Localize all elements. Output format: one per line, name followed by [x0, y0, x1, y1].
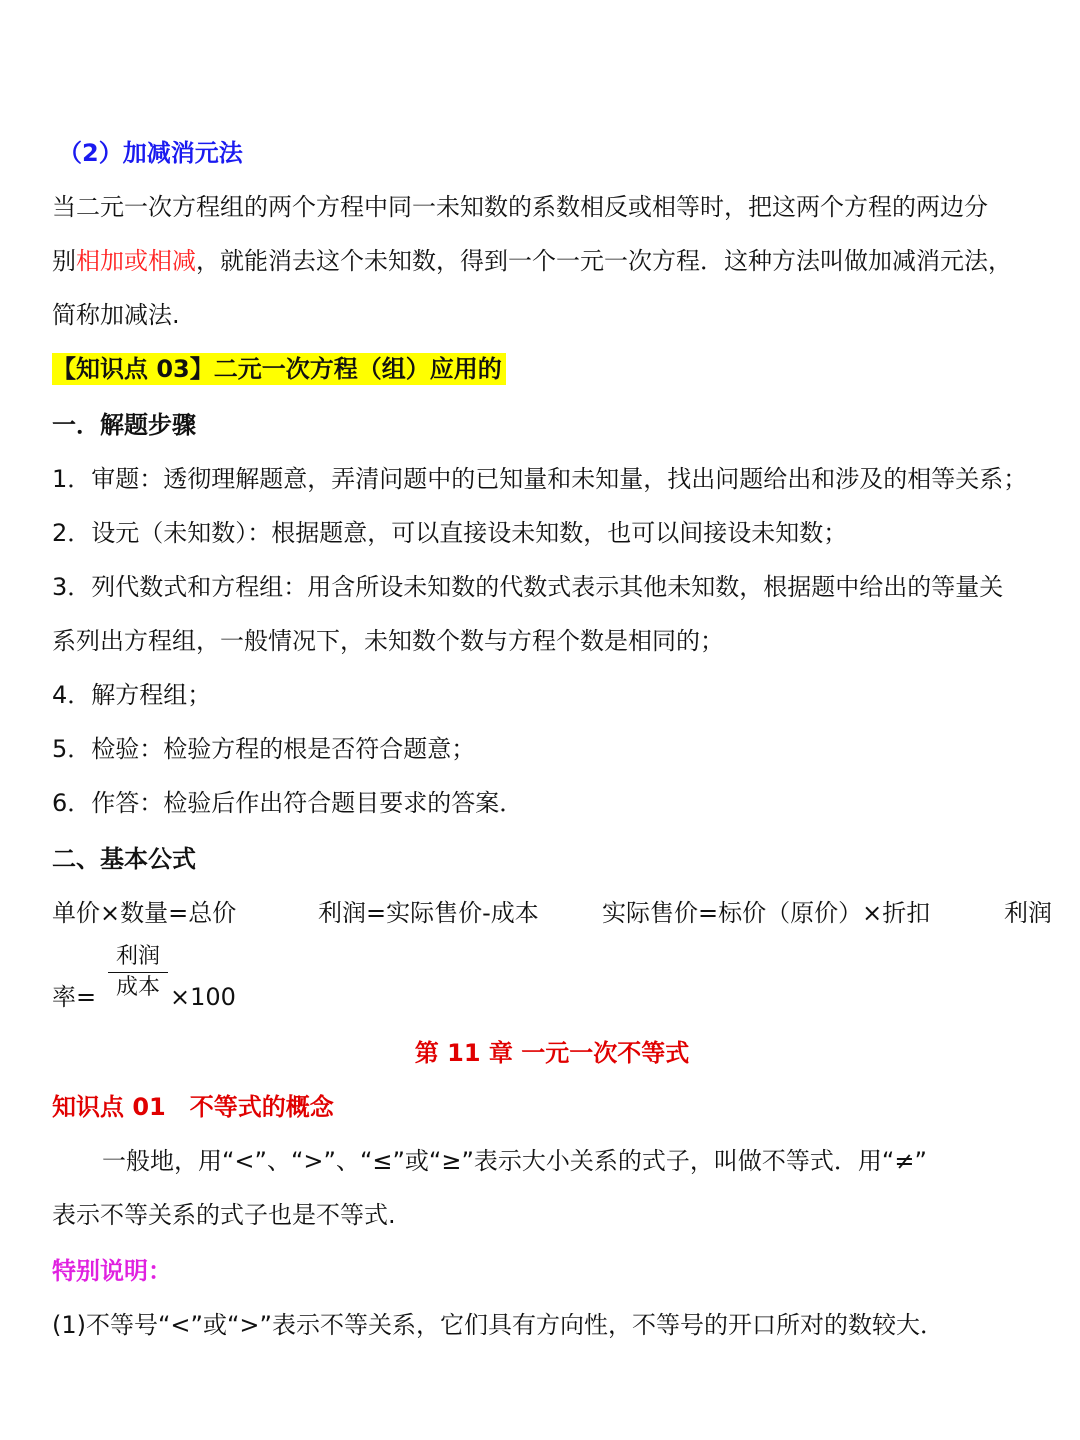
knowledge01-heading: 知识点 01 不等式的概念 — [52, 1093, 334, 1121]
fraction-denominator: 成本 — [115, 975, 160, 1000]
para-line-2-suffix: ，就能消去这个未知数，得到一个一元一次方程．这种方法叫做加减消元法， — [196, 247, 1012, 275]
inequality-para-line-2: 表示不等关系的式子也是不等式. — [52, 1201, 396, 1229]
step-4: 4．解方程组； — [52, 681, 212, 709]
para-highlight-add-or-subtract: 相加或相减 — [76, 247, 196, 275]
inequality-para-line-1: 一般地，用“<”、“>”、“≤”或“≥”表示大小关系的式子，叫做不等式．用“≠” — [102, 1147, 927, 1175]
special-note-1: (1)不等号“<”或“>”表示不等关系，它们具有方向性，不等号的开口所对的数较大． — [52, 1311, 944, 1339]
step-1: 1．审题：透彻理解题意，弄清问题中的已知量和未知量，找出问题给出和涉及的相等关系； — [52, 465, 1028, 493]
para-line-2 — [52, 244, 1012, 278]
formulas-heading: 二、基本公式 — [52, 845, 196, 873]
fraction-numerator: 利润 — [115, 944, 160, 969]
para-line-1: 当二元一次方程组的两个方程中同一未知数的系数相反或相等时，把这两个方程的两边分 — [52, 193, 988, 221]
chapter-title: 第 11 章 一元一次不等式 — [414, 1039, 690, 1067]
step-2: 2．设元（未知数）：根据题意，可以直接设未知数，也可以间接设未知数； — [52, 519, 848, 547]
step-3-line-2: 系列出方程组，一般情况下，未知数个数与方程个数是相同的； — [52, 627, 724, 655]
step-5: 5．检验：检验方程的根是否符合题意； — [52, 735, 476, 763]
step-3-line-1: 3．列代数式和方程组：用含所设未知数的代数式表示其他未知数，根据题中给出的等量关 — [52, 573, 1004, 601]
knowledge03-heading-text: 【知识点 03】二元一次方程（组）应用的 — [52, 353, 506, 385]
formula-unit-price: 单价×数量=总价 — [52, 899, 237, 927]
formula-profit: 利润=实际售价-成本 — [318, 899, 539, 927]
para-line-2-prefix: 别 — [52, 247, 76, 275]
steps-heading: 一．解题步骤 — [52, 411, 196, 439]
section-title-add-sub: （2）加减消元法 — [58, 139, 243, 167]
para-line-3: 简称加减法. — [52, 301, 180, 329]
step-6: 6．作答：检验后作出符合题目要求的答案． — [52, 789, 524, 817]
profit-rate-fraction — [108, 942, 168, 1003]
formula-actual-price: 实际售价=标价（原价）×折扣 — [602, 899, 931, 927]
knowledge03-heading — [52, 352, 506, 386]
special-note-heading: 特别说明： — [52, 1257, 172, 1285]
formula-profit-rate-label: 率= — [52, 983, 97, 1011]
formula-profit-rate-start: 利润 — [1004, 899, 1052, 927]
formula-times-100: ×100 — [170, 983, 236, 1011]
